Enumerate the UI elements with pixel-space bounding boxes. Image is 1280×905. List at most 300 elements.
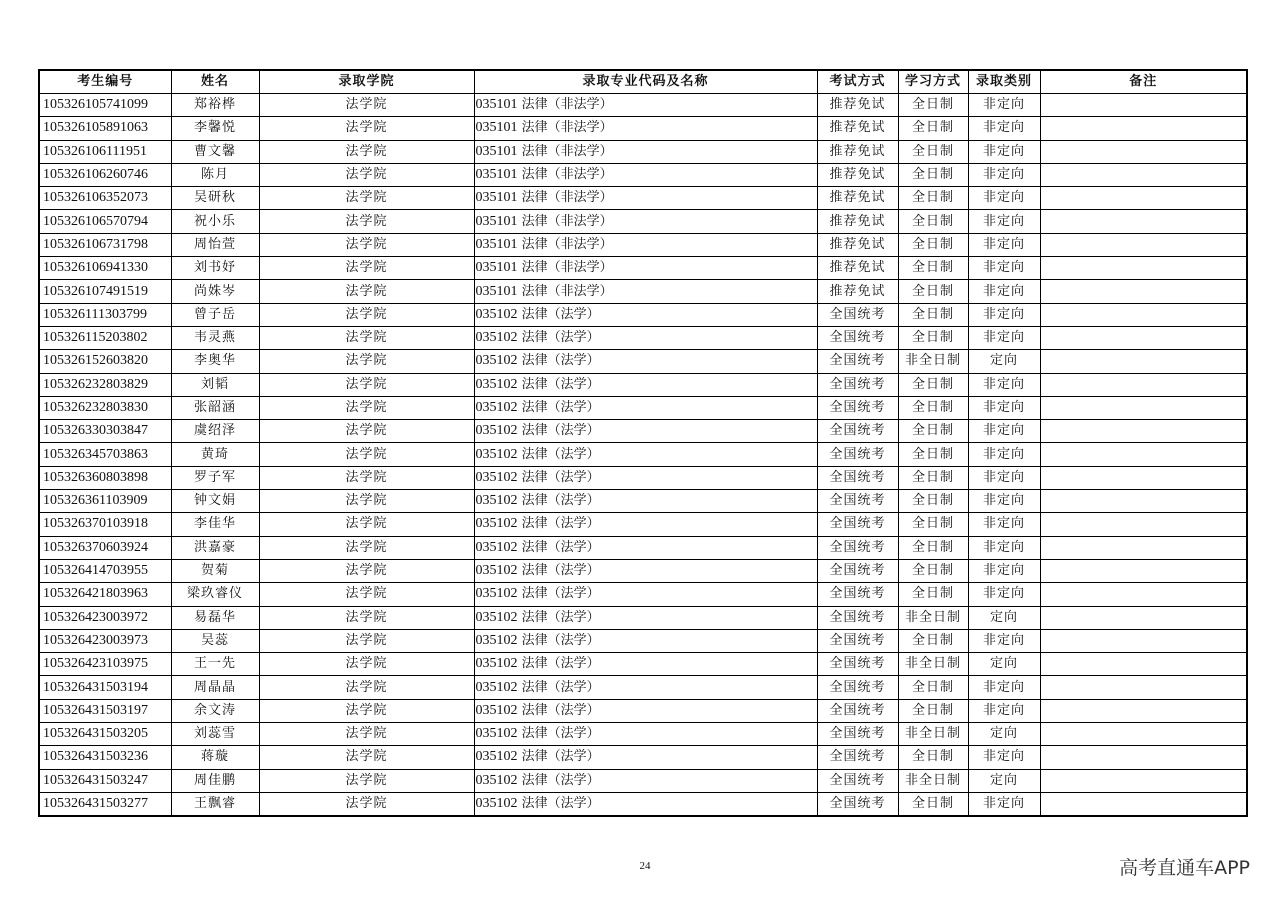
cell-admission-type: 非定向: [968, 280, 1040, 303]
table-row: [39, 233, 1247, 256]
cell-major: [474, 140, 817, 163]
cell-student-id: 105326370103918: [39, 513, 171, 536]
cell-college: 法学院: [259, 210, 474, 233]
cell-remarks: [1040, 559, 1247, 582]
table-row: [39, 769, 1247, 792]
major-code: 035101: [475, 213, 518, 229]
cell-study-mode: 全日制: [898, 583, 968, 606]
cell-exam-method: 全国统考: [817, 746, 898, 769]
major-code: 035102: [475, 469, 518, 485]
cell-name: 刘蕊雪: [171, 723, 259, 746]
cell-exam-method: 全国统考: [817, 629, 898, 652]
cell-exam-method: 全国统考: [817, 326, 898, 349]
cell-study-mode: 全日制: [898, 676, 968, 699]
major-code: 035102: [475, 539, 518, 555]
cell-college: 法学院: [259, 723, 474, 746]
table-row: [39, 373, 1247, 396]
cell-remarks: [1040, 303, 1247, 326]
cell-major: [474, 746, 817, 769]
cell-major: [474, 303, 817, 326]
major-code: 035101: [475, 236, 518, 252]
table-header-row: [39, 70, 1247, 94]
cell-admission-type: 非定向: [968, 233, 1040, 256]
table-row: [39, 257, 1247, 280]
major-code: 035101: [475, 260, 518, 276]
cell-college: 法学院: [259, 443, 474, 466]
table-row: [39, 490, 1247, 513]
watermark: 高考直通车APP: [1119, 857, 1250, 879]
cell-admission-type: 非定向: [968, 140, 1040, 163]
table-row: [39, 396, 1247, 419]
cell-name: 尚姝岑: [171, 280, 259, 303]
cell-college: 法学院: [259, 140, 474, 163]
table-row: [39, 303, 1247, 326]
major-name: 法律（法学）: [521, 400, 600, 415]
cell-name: 张韶涵: [171, 396, 259, 419]
cell-remarks: [1040, 280, 1247, 303]
major-code: 035102: [475, 516, 518, 532]
cell-study-mode: 非全日制: [898, 653, 968, 676]
cell-exam-method: 推荐免试: [817, 117, 898, 140]
cell-admission-type: 非定向: [968, 513, 1040, 536]
major-code: 035102: [475, 330, 518, 346]
table-row: [39, 140, 1247, 163]
cell-study-mode: 全日制: [898, 420, 968, 443]
table-row: [39, 653, 1247, 676]
cell-study-mode: 非全日制: [898, 350, 968, 373]
cell-name: 李馨悦: [171, 117, 259, 140]
cell-remarks: [1040, 420, 1247, 443]
cell-major: [474, 373, 817, 396]
major-name: 法律（非法学）: [521, 190, 613, 206]
cell-remarks: [1040, 187, 1247, 210]
header-college: 录取学院: [259, 70, 474, 94]
major-name: 法律（法学）: [521, 772, 600, 788]
admission-table: [38, 69, 1248, 817]
cell-major: [474, 210, 817, 233]
cell-admission-type: 非定向: [968, 746, 1040, 769]
major-code: 035101: [475, 97, 518, 113]
cell-major: [474, 699, 817, 722]
major-name: 法律（非法学）: [521, 283, 613, 299]
table-row: [39, 280, 1247, 303]
table-row: [39, 676, 1247, 699]
cell-exam-method: 全国统考: [817, 350, 898, 373]
cell-admission-type: 非定向: [968, 163, 1040, 186]
major-code: 035101: [475, 190, 518, 206]
cell-student-id: 105326423103975: [39, 653, 171, 676]
cell-major: [474, 280, 817, 303]
header-admission-type: 录取类别: [968, 70, 1040, 94]
major-name: 法律（法学）: [521, 796, 600, 812]
cell-college: 法学院: [259, 583, 474, 606]
major-code: 035102: [475, 609, 518, 625]
cell-remarks: [1040, 536, 1247, 559]
cell-exam-method: 推荐免试: [817, 163, 898, 186]
major-name: 法律（非法学）: [521, 260, 613, 276]
cell-exam-method: 全国统考: [817, 676, 898, 699]
major-name: 法律（法学）: [521, 586, 600, 602]
cell-admission-type: 定向: [968, 350, 1040, 373]
table-row: [39, 210, 1247, 233]
major-name: 法律（非法学）: [521, 167, 613, 183]
cell-study-mode: 全日制: [898, 513, 968, 536]
cell-student-id: 105326361103909: [39, 490, 171, 513]
major-code: 035101: [475, 120, 518, 136]
cell-student-id: 105326423003973: [39, 629, 171, 652]
cell-exam-method: 推荐免试: [817, 233, 898, 256]
cell-student-id: 105326106731798: [39, 233, 171, 256]
cell-major: [474, 466, 817, 489]
cell-remarks: [1040, 792, 1247, 816]
header-study-mode: 学习方式: [898, 70, 968, 94]
cell-study-mode: 全日制: [898, 303, 968, 326]
cell-remarks: [1040, 210, 1247, 233]
major-code: 035101: [475, 167, 518, 183]
major-name: 法律（法学）: [521, 702, 600, 718]
cell-major: [474, 769, 817, 792]
cell-admission-type: 非定向: [968, 257, 1040, 280]
cell-name: 李佳华: [171, 513, 259, 536]
cell-exam-method: 推荐免试: [817, 187, 898, 210]
cell-name: 周佳鹏: [171, 769, 259, 792]
cell-college: 法学院: [259, 233, 474, 256]
cell-admission-type: 非定向: [968, 443, 1040, 466]
cell-major: [474, 723, 817, 746]
cell-remarks: [1040, 723, 1247, 746]
cell-exam-method: 全国统考: [817, 373, 898, 396]
major-code: 035101: [475, 143, 518, 159]
admission-table-wrapper: [38, 69, 1246, 817]
major-code: 035102: [475, 306, 518, 322]
cell-exam-method: 全国统考: [817, 420, 898, 443]
cell-name: 虞绍泽: [171, 420, 259, 443]
header-student-id: 考生编号: [39, 70, 171, 94]
cell-college: 法学院: [259, 163, 474, 186]
cell-major: [474, 559, 817, 582]
table-row: [39, 94, 1247, 117]
cell-exam-method: 全国统考: [817, 653, 898, 676]
cell-college: 法学院: [259, 653, 474, 676]
cell-college: 法学院: [259, 606, 474, 629]
major-name: 法律（法学）: [521, 353, 600, 369]
table-row: [39, 420, 1247, 443]
cell-college: 法学院: [259, 94, 474, 117]
cell-name: 黄琦: [171, 443, 259, 466]
cell-exam-method: 推荐免试: [817, 257, 898, 280]
cell-admission-type: 非定向: [968, 187, 1040, 210]
cell-college: 法学院: [259, 746, 474, 769]
cell-major: [474, 94, 817, 117]
cell-student-id: 105326105741099: [39, 94, 171, 117]
cell-exam-method: 全国统考: [817, 490, 898, 513]
cell-student-id: 105326232803830: [39, 396, 171, 419]
major-code: 035102: [475, 702, 518, 718]
cell-study-mode: 全日制: [898, 280, 968, 303]
major-name: 法律（非法学）: [521, 120, 613, 136]
table-body: [39, 94, 1247, 817]
cell-name: 蒋璇: [171, 746, 259, 769]
cell-remarks: [1040, 350, 1247, 373]
cell-student-id: 105326330303847: [39, 420, 171, 443]
cell-remarks: [1040, 746, 1247, 769]
cell-exam-method: 全国统考: [817, 723, 898, 746]
cell-name: 洪嘉豪: [171, 536, 259, 559]
cell-remarks: [1040, 373, 1247, 396]
cell-admission-type: 非定向: [968, 420, 1040, 443]
cell-student-id: 105326152603820: [39, 350, 171, 373]
cell-admission-type: 非定向: [968, 583, 1040, 606]
major-name: 法律（法学）: [521, 516, 600, 532]
cell-name: 余文涛: [171, 699, 259, 722]
major-name: 法律（法学）: [521, 446, 600, 462]
cell-major: [474, 187, 817, 210]
table-row: [39, 536, 1247, 559]
cell-student-id: 105326105891063: [39, 117, 171, 140]
cell-name: 祝小乐: [171, 210, 259, 233]
cell-student-id: 105326106111951: [39, 140, 171, 163]
cell-college: 法学院: [259, 257, 474, 280]
table-row: [39, 163, 1247, 186]
cell-student-id: 105326414703955: [39, 559, 171, 582]
cell-college: 法学院: [259, 769, 474, 792]
cell-admission-type: 定向: [968, 606, 1040, 629]
cell-study-mode: 全日制: [898, 746, 968, 769]
table-row: [39, 723, 1247, 746]
cell-student-id: 105326431503236: [39, 746, 171, 769]
cell-name: 王飘睿: [171, 792, 259, 816]
header-name: 姓名: [171, 70, 259, 94]
cell-study-mode: 全日制: [898, 536, 968, 559]
major-code: 035102: [475, 796, 518, 812]
major-code: 035102: [475, 679, 518, 695]
cell-study-mode: 全日制: [898, 466, 968, 489]
cell-admission-type: 非定向: [968, 396, 1040, 419]
major-name: 法律（法学）: [521, 749, 600, 765]
cell-student-id: 105326431503205: [39, 723, 171, 746]
cell-student-id: 105326115203802: [39, 326, 171, 349]
major-name: 法律（法学）: [521, 539, 600, 555]
header-remarks: 备注: [1040, 70, 1247, 94]
cell-college: 法学院: [259, 187, 474, 210]
major-name: 法律（法学）: [521, 656, 600, 672]
table-row: [39, 326, 1247, 349]
cell-major: [474, 676, 817, 699]
cell-student-id: 105326370603924: [39, 536, 171, 559]
cell-student-id: 105326431503277: [39, 792, 171, 816]
cell-major: [474, 583, 817, 606]
cell-remarks: [1040, 443, 1247, 466]
cell-college: 法学院: [259, 326, 474, 349]
cell-exam-method: 全国统考: [817, 583, 898, 606]
cell-remarks: [1040, 769, 1247, 792]
major-name: 法律（法学）: [521, 423, 600, 439]
cell-admission-type: 非定向: [968, 699, 1040, 722]
cell-major: [474, 443, 817, 466]
major-code: 035102: [475, 656, 518, 672]
cell-name: 罗子军: [171, 466, 259, 489]
cell-exam-method: 推荐免试: [817, 140, 898, 163]
cell-admission-type: 非定向: [968, 373, 1040, 396]
cell-remarks: [1040, 233, 1247, 256]
cell-exam-method: 全国统考: [817, 792, 898, 816]
major-name: 法律（法学）: [521, 609, 600, 625]
cell-exam-method: 全国统考: [817, 303, 898, 326]
cell-exam-method: 推荐免试: [817, 94, 898, 117]
cell-study-mode: 全日制: [898, 187, 968, 210]
cell-college: 法学院: [259, 792, 474, 816]
table-row: [39, 117, 1247, 140]
cell-name: 陈月: [171, 163, 259, 186]
major-name: 法律（非法学）: [521, 236, 613, 252]
cell-remarks: [1040, 94, 1247, 117]
cell-remarks: [1040, 490, 1247, 513]
cell-college: 法学院: [259, 303, 474, 326]
cell-major: [474, 536, 817, 559]
cell-study-mode: 全日制: [898, 140, 968, 163]
cell-college: 法学院: [259, 536, 474, 559]
table-row: [39, 513, 1247, 536]
cell-study-mode: 全日制: [898, 792, 968, 816]
cell-admission-type: 非定向: [968, 676, 1040, 699]
cell-student-id: 105326106352073: [39, 187, 171, 210]
table-row: [39, 583, 1247, 606]
cell-exam-method: 全国统考: [817, 466, 898, 489]
major-code: 035102: [475, 586, 518, 602]
table-row: [39, 187, 1247, 210]
cell-exam-method: 全国统考: [817, 536, 898, 559]
cell-college: 法学院: [259, 490, 474, 513]
cell-college: 法学院: [259, 466, 474, 489]
cell-name: 刘书妤: [171, 257, 259, 280]
cell-college: 法学院: [259, 350, 474, 373]
cell-student-id: 105326232803829: [39, 373, 171, 396]
cell-college: 法学院: [259, 676, 474, 699]
cell-major: [474, 257, 817, 280]
major-code: 035102: [475, 376, 518, 392]
cell-name: 周晶晶: [171, 676, 259, 699]
cell-study-mode: 全日制: [898, 94, 968, 117]
cell-student-id: 105326107491519: [39, 280, 171, 303]
major-name: 法律（法学）: [521, 376, 600, 392]
major-name: 法律（非法学）: [521, 143, 613, 159]
cell-student-id: 105326360803898: [39, 466, 171, 489]
cell-name: 吴蕊: [171, 629, 259, 652]
cell-study-mode: 全日制: [898, 699, 968, 722]
cell-major: [474, 420, 817, 443]
cell-major: [474, 606, 817, 629]
cell-remarks: [1040, 326, 1247, 349]
cell-admission-type: 非定向: [968, 792, 1040, 816]
cell-admission-type: 非定向: [968, 629, 1040, 652]
table-row: [39, 466, 1247, 489]
cell-college: 法学院: [259, 117, 474, 140]
cell-major: [474, 233, 817, 256]
cell-college: 法学院: [259, 513, 474, 536]
major-code: 035102: [475, 632, 518, 648]
cell-college: 法学院: [259, 629, 474, 652]
cell-exam-method: 推荐免试: [817, 210, 898, 233]
cell-remarks: [1040, 396, 1247, 419]
cell-remarks: [1040, 117, 1247, 140]
cell-student-id: 105326431503194: [39, 676, 171, 699]
cell-name: 郑裕桦: [171, 94, 259, 117]
cell-remarks: [1040, 699, 1247, 722]
table-row: [39, 792, 1247, 816]
major-code: 035102: [475, 400, 518, 415]
cell-student-id: 105326106570794: [39, 210, 171, 233]
major-code: 035101: [475, 283, 518, 299]
major-code: 035102: [475, 353, 518, 369]
cell-admission-type: 非定向: [968, 326, 1040, 349]
cell-exam-method: 全国统考: [817, 396, 898, 419]
table-row: [39, 559, 1247, 582]
cell-admission-type: 定向: [968, 769, 1040, 792]
cell-major: [474, 490, 817, 513]
cell-admission-type: 非定向: [968, 490, 1040, 513]
cell-college: 法学院: [259, 280, 474, 303]
cell-exam-method: 推荐免试: [817, 280, 898, 303]
table-row: [39, 606, 1247, 629]
cell-remarks: [1040, 466, 1247, 489]
cell-major: [474, 653, 817, 676]
cell-college: 法学院: [259, 699, 474, 722]
cell-admission-type: 非定向: [968, 117, 1040, 140]
cell-admission-type: 非定向: [968, 466, 1040, 489]
cell-study-mode: 全日制: [898, 163, 968, 186]
cell-admission-type: 非定向: [968, 303, 1040, 326]
cell-admission-type: 非定向: [968, 94, 1040, 117]
cell-name: 曾子岳: [171, 303, 259, 326]
cell-name: 贺菊: [171, 559, 259, 582]
cell-student-id: 105326106260746: [39, 163, 171, 186]
cell-study-mode: 全日制: [898, 396, 968, 419]
cell-student-id: 105326431503247: [39, 769, 171, 792]
cell-remarks: [1040, 606, 1247, 629]
cell-study-mode: 非全日制: [898, 723, 968, 746]
cell-remarks: [1040, 583, 1247, 606]
cell-student-id: 105326421803963: [39, 583, 171, 606]
cell-major: [474, 117, 817, 140]
cell-major: [474, 513, 817, 536]
cell-name: 周怡萱: [171, 233, 259, 256]
cell-name: 刘韬: [171, 373, 259, 396]
major-code: 035102: [475, 446, 518, 462]
cell-exam-method: 全国统考: [817, 443, 898, 466]
table-row: [39, 443, 1247, 466]
major-name: 法律（法学）: [521, 563, 600, 579]
major-code: 035102: [475, 493, 518, 509]
cell-college: 法学院: [259, 559, 474, 582]
header-major: 录取专业代码及名称: [474, 70, 817, 94]
table-row: [39, 629, 1247, 652]
table-row: [39, 350, 1247, 373]
cell-name: 韦灵燕: [171, 326, 259, 349]
page-number: 24: [639, 860, 651, 872]
major-name: 法律（法学）: [521, 330, 600, 346]
cell-study-mode: 全日制: [898, 559, 968, 582]
cell-study-mode: 全日制: [898, 210, 968, 233]
header-exam-method: 考试方式: [817, 70, 898, 94]
cell-study-mode: 全日制: [898, 326, 968, 349]
cell-exam-method: 全国统考: [817, 606, 898, 629]
major-name: 法律（非法学）: [521, 213, 613, 229]
cell-admission-type: 非定向: [968, 536, 1040, 559]
cell-admission-type: 定向: [968, 653, 1040, 676]
cell-student-id: 105326345703863: [39, 443, 171, 466]
cell-study-mode: 全日制: [898, 233, 968, 256]
cell-name: 钟文娟: [171, 490, 259, 513]
